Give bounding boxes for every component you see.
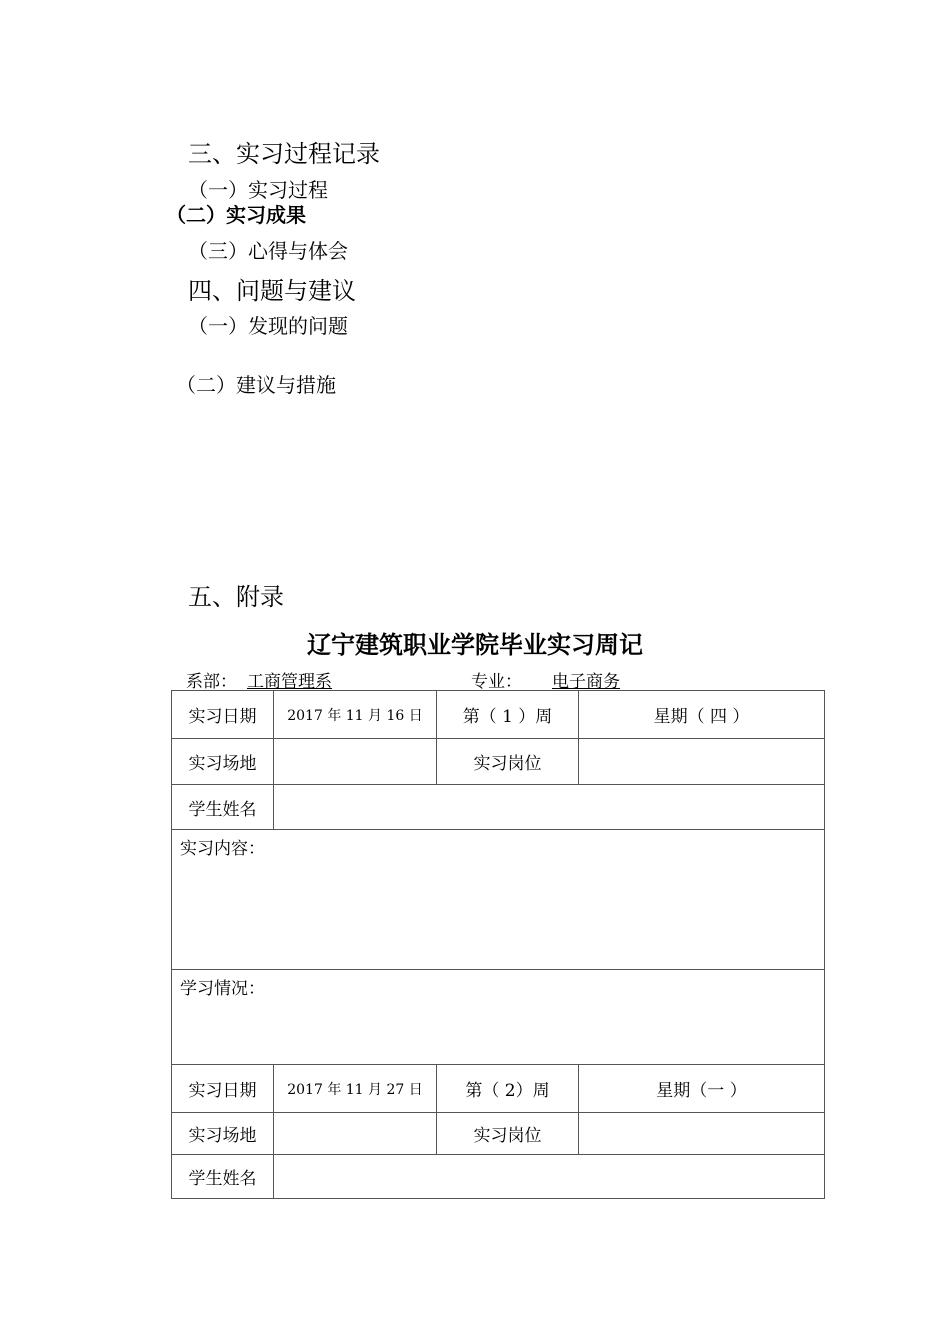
post-value[interactable] [579,1113,825,1155]
venue-label: 实习场地 [172,1113,274,1155]
date-value: 2017 年 11 月 27 日 [274,1065,437,1113]
section-3-1-heading: （一）实习过程 [188,178,328,202]
weekday: 星期（一 ） [579,1065,825,1113]
student-name-label: 学生姓名 [172,1155,274,1199]
major-label: 专业： [471,672,522,692]
table-row [172,739,825,785]
student-name-value[interactable] [274,1155,825,1199]
section-4-1-heading: （一）发现的问题 [188,314,348,338]
post-value[interactable] [579,739,825,785]
table-row [172,1113,825,1155]
post-label: 实习岗位 [437,739,579,785]
table-row [172,691,825,739]
table-row [172,785,825,830]
week-number: 第（ 1 ）周 [437,691,579,739]
section-4-heading: 四、问题与建议 [188,277,356,305]
table-row [172,970,825,1065]
venue-label: 实习场地 [172,739,274,785]
section-3-heading: 三、实习过程记录 [188,140,380,168]
table-row [172,1065,825,1113]
post-label: 实习岗位 [437,1113,579,1155]
date-value: 2017 年 11 月 16 日 [274,691,437,739]
date-label: 实习日期 [172,691,274,739]
table-row [172,1155,825,1199]
student-name-label: 学生姓名 [172,785,274,830]
department-line [186,667,336,692]
department-value: 工商管理系 [247,672,332,692]
student-name-value[interactable] [274,785,825,830]
content-box[interactable] [172,830,825,970]
section-5-heading: 五、附录 [188,583,284,611]
week-number: 第（ 2）周 [437,1065,579,1113]
section-4-2-heading: （二）建议与措施 [176,373,336,397]
venue-value[interactable] [274,739,437,785]
weekday: 星期（ 四 ） [579,691,825,739]
study-label: 学习情况： [180,979,265,999]
major-line [471,667,686,692]
section-3-2-heading: （二）实习成果 [166,203,306,227]
department-label: 系部： [186,672,237,692]
weekly-journal-table [171,690,825,1199]
table-row [172,830,825,970]
date-label: 实习日期 [172,1065,274,1113]
section-3-3-heading: （三）心得与体会 [188,239,348,263]
study-box[interactable] [172,970,825,1065]
venue-value[interactable] [274,1113,437,1155]
content-label: 实习内容： [180,839,265,859]
journal-title: 辽宁建筑职业学院毕业实习周记 [307,631,643,659]
major-value: 电子商务 [552,672,620,692]
